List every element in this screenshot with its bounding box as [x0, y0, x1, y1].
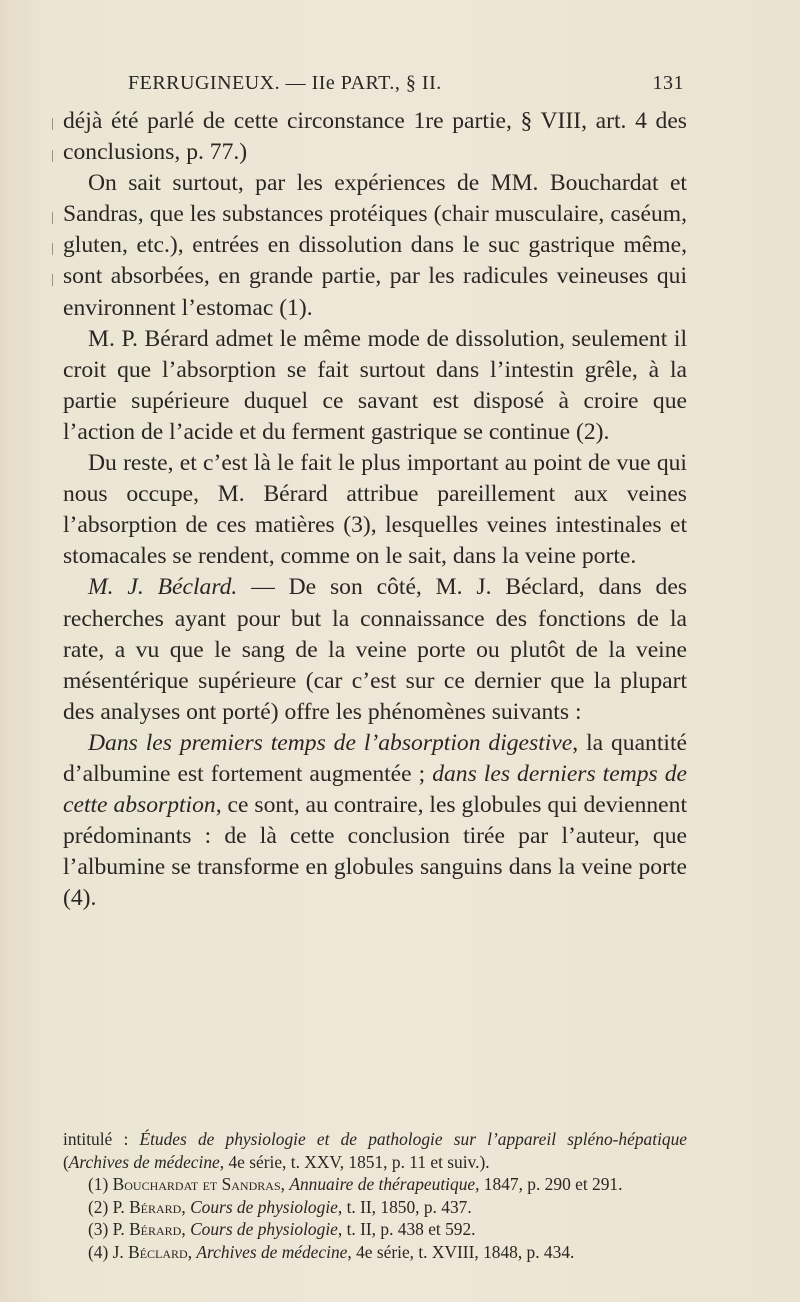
paragraph-6: Dans les premiers temps de l’absorption digestive, la quantité d’albumine est fortement augmentée ; dans les derniers temps de cette absorption, ce sont, au contraire, les globules qui deviennent prédominants : de là cette conclusion tirée par l’auteur, que l’albumine se transforme en globules sanguins dans la veine porte (4).	[63, 729, 688, 912]
footnotes	[63, 1128, 687, 1264]
paragraph-1: déjà été parlé de cette circonstance 1re partie, § VIII, art. 4 des conclusions, p. 77.)	[63, 108, 687, 166]
paragraph-5: M. J. Béclard. — De son côté, M. J. Béclard, dans des recherches ayant pour but la connaissance des fonctions de la rate, a vu que le sang de la veine porte ou plutôt de la veine mésentérique supérieure (car c’est sur ce dernier que la plupart des analyses ont porté) offre les phénomènes suivants :	[63, 574, 687, 725]
main-text	[63, 106, 687, 914]
page-number: 131	[652, 72, 684, 94]
margin-mark	[52, 243, 59, 255]
paragraph-4: Du reste, et c’est là le fait le plus important au point de vue qui nous occupe, M. Bérard attribue pareillement aux veines l’absorption de ces matières (3), lesquelles veines intestinales et stomacales se rendent, comme on le sait, dans la veine porte.	[63, 450, 687, 570]
footnote-1: (1) Bouchardat et Sandras, Annuaire de thérapeutique, 1847, p. 290 et 291.	[88, 1174, 623, 1195]
margin-mark	[52, 118, 59, 130]
footnote-continued: intitulé : Études de physiologie et de pathologie sur l’appareil spléno-hépatique (Archives de médecine, 4e série, t. XXV, 1851, p. 11 et suiv.).	[63, 1129, 688, 1172]
margin-mark	[52, 274, 59, 286]
footnote-3: (3) P. Bérard, Cours de physiologie, t. II, p. 438 et 592.	[88, 1219, 476, 1240]
footnote-4: (4) J. Béclard, Archives de médecine, 4e série, t. XVIII, 1848, p. 434.	[88, 1241, 575, 1262]
section-author: M. J. Béclard.	[88, 574, 238, 601]
margin-mark	[52, 150, 59, 162]
footnote-2: (2) P. Bérard, Cours de physiologie, t. II, 1850, p. 437.	[88, 1196, 472, 1217]
paragraph-2: On sait surtout, par les expériences de MM. Bouchardat et Sandras, que les substances protéiques (chair musculaire, caséum, gluten, etc.), entrées en dissolution dans le suc gastrique même, sont absorbées, en grande partie, par les radicules veineuses qui environnent l’estomac (1).	[63, 170, 687, 321]
margin-mark	[52, 212, 59, 224]
running-title: FERRUGINEUX. — IIe PART., § II.	[128, 72, 442, 94]
paragraph-3: M. P. Bérard admet le même mode de dissolution, seulement il croit que l’absorption se fait surtout dans l’intestin grêle, à la partie supérieure duquel ce savant est disposé à croire que l’action de l’acide et du ferment gastrique se continue (2).	[63, 325, 687, 445]
